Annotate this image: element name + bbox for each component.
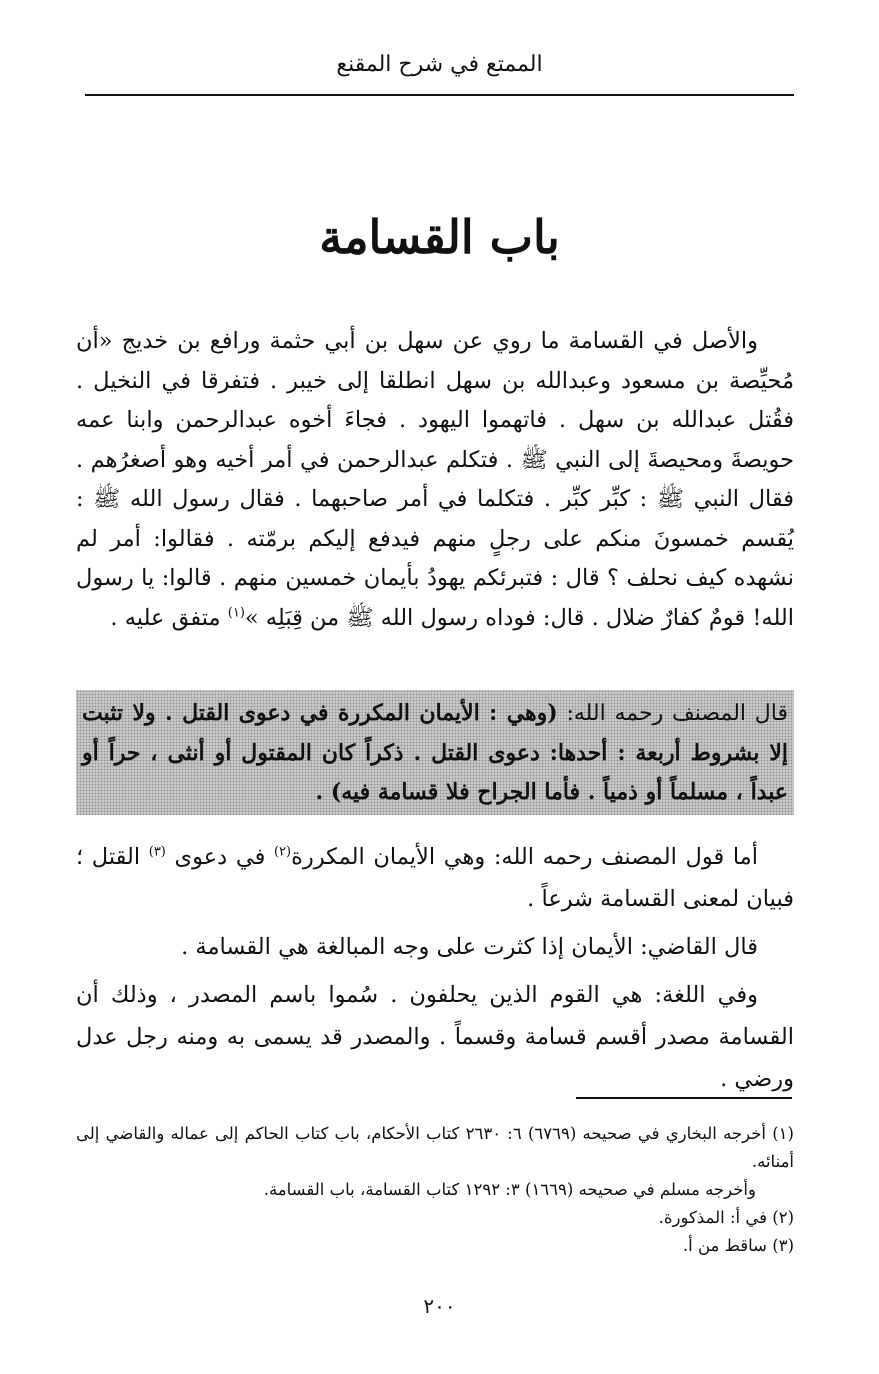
page-number: ٢٠٠ — [423, 1294, 456, 1318]
hadith-grading: متفق عليه . — [110, 604, 228, 631]
footnote-marker-2[interactable]: (٢) — [273, 844, 292, 860]
intro-paragraph — [76, 322, 794, 638]
commentary-paragraph-3: وفي اللغة: هي القوم الذين يحلفون . سُموا باسم المصدر ، وذلك أن القسامة مصدر أقسم قسامة وقسماً . والمصدر قد يسمى به ومنه رجل عدل ورضي . — [76, 982, 794, 1092]
hadith-text — [76, 322, 794, 638]
footnote-2: (٢) في أ: المذكورة. — [658, 1208, 794, 1227]
commentary-paragraph-1 — [76, 836, 794, 920]
footnote-1: (١) أخرجه البخاري في صحيحه (٦٧٦٩) ٦: ٢٦٣٠ كتاب الأحكام، باب كتاب الحاكم إلى عماله والقاضي إلى أمنائه. — [76, 1124, 794, 1171]
footnote-rule — [576, 1097, 792, 1099]
footnote-1-continued: وأخرجه مسلم في صحيحه (١٦٦٩) ٣: ١٢٩٢ كتاب القسامة، باب القسامة. — [263, 1180, 756, 1199]
header-rule — [85, 94, 794, 96]
footnote-marker-1[interactable]: (١) — [227, 605, 245, 620]
matn-lead: قال المصنف رحمه الله: — [557, 701, 788, 726]
commentary-section — [76, 836, 794, 1100]
commentary-1-part-b: في دعوى — [165, 844, 274, 870]
chapter-title: باب القسامة — [319, 210, 560, 264]
commentary-paragraph-2: قال القاضي: الأيمان إذا كثرت على وجه المبالغة هي القسامة . — [181, 934, 758, 960]
matn-highlight-box — [76, 690, 794, 815]
matn-text: (وهي : الأيمان المكررة في دعوى القتل . ولا تثبت إلا بشروط أربعة : أحدها: دعوى القتل . ذكراً كان المقتول أو أنثى ، حراً أو عبداً ، مسلماً أو ذمياً . فأما الجراح فلا قسامة فيه) . — [82, 700, 788, 805]
footnotes — [76, 1120, 794, 1260]
footnote-marker-3[interactable]: (٣) — [148, 844, 166, 860]
running-title: الممتع في شرح المقنع — [336, 52, 543, 77]
footnote-3: (٣) ساقط من أ. — [682, 1236, 794, 1255]
hadith-body: والأصل في القسامة ما روي عن سهل بن أبي حثمة ورافع بن خديج «أن مُحيِّصة بن مسعود وعبدالله بن سهل انطلقا إلى خيبر . فتفرقا في النخيل . فقُتل عبدالله بن سهل . فاتهموا اليهود . فجاءَ أخوه عبدالرحمن وابنا عمه حويصةَ ومحيصةَ إلى النبي ﷺ . فتكلم عبدالرحمن في أمر أخيه وهو أصغرُهم . فقال النبي ﷺ : كبِّر كبِّر . فتكلما في أمر صاحبهما . فقال رسول الله ﷺ : يُقسم خمسونَ منكم على رجلٍ منهم فيدفع إليكم برمّته . فقالوا: أمر لم نشهده كيف نحلف ؟ قال : فتبرئكم يهودُ بأيمان خمسين منهم . قالوا: يا رسول الله! قومٌ كفارٌ ضلال . قال: فوداه رسول الله ﷺ من قِبَلِه » — [76, 328, 794, 631]
commentary-1-part-a: أما قول المصنف رحمه الله: وهي الأيمان المكررة — [291, 844, 758, 870]
commentary-1-part-c: القتل ؛ فبيان لمعنى القسامة شرعاً . — [76, 844, 794, 912]
